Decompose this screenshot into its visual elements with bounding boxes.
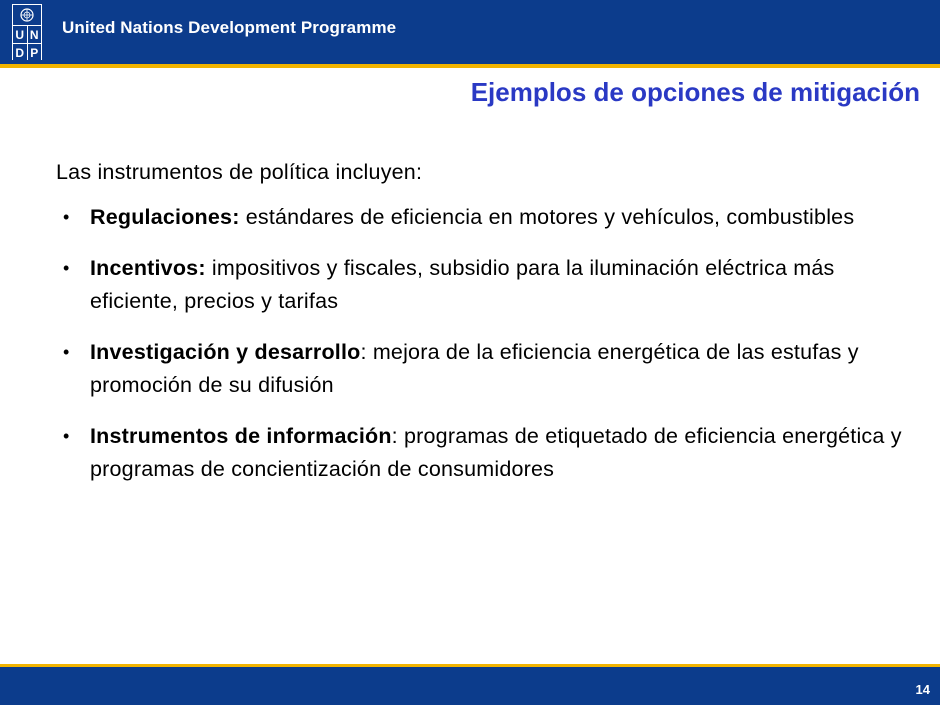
un-emblem-icon	[13, 5, 41, 25]
logo-letter-p: P	[28, 44, 42, 61]
bullet-text: : mejora de la eficiencia energética de las estufas y promoción de su difusión	[90, 340, 859, 397]
footer-bar	[0, 664, 940, 705]
bullet-list	[56, 201, 916, 486]
bullet-dot-icon: •	[63, 258, 70, 278]
header-accent-line	[0, 64, 940, 68]
bullet-dot-icon: •	[63, 342, 70, 362]
bullet-text: estándares de eficiencia en motores y vehículos, combustibles	[239, 205, 855, 229]
logo-letter-u: U	[13, 26, 27, 43]
footer-accent-line	[0, 664, 940, 667]
undp-logo	[12, 4, 42, 60]
bullet-item	[56, 252, 916, 318]
bullet-dot-icon: •	[63, 207, 70, 227]
org-name: United Nations Development Programme	[62, 18, 397, 37]
logo-letter-d: D	[13, 44, 27, 61]
bullet-lead: Incentivos:	[90, 256, 206, 280]
intro-text: Las instrumentos de política incluyen:	[56, 160, 423, 184]
bullet-text: : programas de etiquetado de eficiencia energética y programas de concientización de consumidores	[90, 424, 902, 481]
slide-content	[56, 158, 916, 504]
bullet-lead: Investigación y desarrollo	[90, 340, 361, 364]
page-number: 14	[915, 682, 930, 697]
logo-letter-n: N	[28, 26, 42, 43]
bullet-lead: Regulaciones:	[90, 205, 240, 229]
bullet-dot-icon: •	[63, 426, 70, 446]
bullet-text: impositivos y fiscales, subsidio para la iluminación eléctrica más eficiente, precios y tarifas	[90, 256, 835, 313]
bullet-item	[56, 420, 916, 486]
slide-title: Ejemplos de opciones de mitigación	[470, 77, 920, 107]
bullet-lead: Instrumentos de información	[90, 424, 392, 448]
bullet-item	[56, 336, 916, 402]
bullet-item	[56, 201, 916, 234]
